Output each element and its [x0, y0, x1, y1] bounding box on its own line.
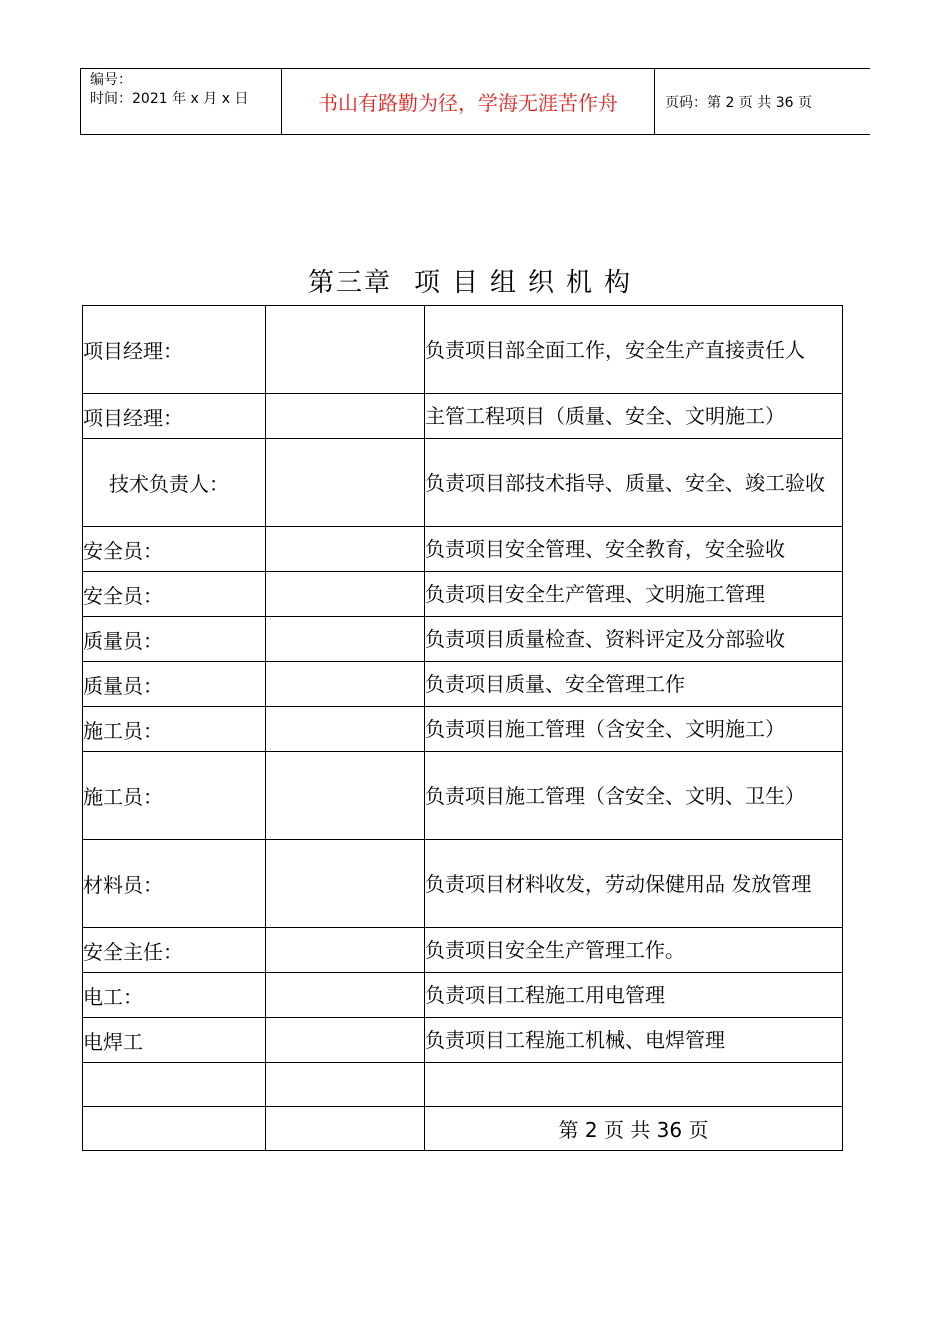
empty-cell	[266, 1107, 425, 1151]
name-cell	[266, 840, 425, 928]
table-row	[83, 572, 843, 617]
name-cell	[266, 527, 425, 572]
duty-cell: 负责项目质量检查、资料评定及分部验收	[425, 617, 843, 662]
header-motto: 书山有路勤为径，学海无涯苦作舟	[282, 69, 655, 134]
name-cell	[266, 617, 425, 662]
organization-table	[82, 305, 843, 1151]
table-row	[83, 707, 843, 752]
header-page-info: 页码：第 2 页 共 36 页	[665, 94, 812, 111]
role-cell: 项目经理：	[83, 306, 266, 394]
header-meta	[81, 69, 282, 134]
role-cell: 电焊工	[83, 1018, 266, 1063]
name-cell	[266, 662, 425, 707]
empty-cell	[83, 1063, 266, 1107]
role-cell: 项目经理：	[83, 394, 266, 439]
table-row	[83, 973, 843, 1018]
name-cell	[266, 306, 425, 394]
duty-cell: 负责项目材料收发，劳动保健用品 发放管理	[425, 840, 843, 928]
chapter-label: 第三章	[307, 268, 392, 298]
serial-number-label: 编号：	[90, 72, 132, 88]
duty-cell: 主管工程项目（质量、安全、文明施工）	[425, 394, 843, 439]
duty-cell: 负责项目安全生产管理、文明施工管理	[425, 572, 843, 617]
name-cell	[266, 572, 425, 617]
role-cell: 质量员：	[83, 617, 266, 662]
role-cell: 技术负责人：	[83, 439, 266, 527]
name-cell	[266, 394, 425, 439]
role-cell: 电工：	[83, 973, 266, 1018]
role-cell: 施工员：	[83, 707, 266, 752]
empty-cell	[425, 1063, 843, 1107]
empty-cell	[266, 1063, 425, 1107]
date-label: 时间：2021 年 x 月 x 日	[90, 91, 249, 107]
document-header	[80, 68, 870, 135]
table-row	[83, 617, 843, 662]
table-row	[83, 752, 843, 840]
table-page-number: 第 2 页 共 36 页	[425, 1107, 843, 1151]
duty-cell: 负责项目部全面工作，安全生产直接责任人	[425, 306, 843, 394]
table-row-footer	[83, 1107, 843, 1151]
duty-cell: 负责项目工程施工机械、电焊管理	[425, 1018, 843, 1063]
duty-cell: 负责项目安全生产管理工作。	[425, 928, 843, 973]
empty-cell	[83, 1107, 266, 1151]
duty-cell: 负责项目施工管理（含安全、文明、卫生）	[425, 752, 843, 840]
name-cell	[266, 973, 425, 1018]
duty-cell: 负责项目安全管理、安全教育，安全验收	[425, 527, 843, 572]
role-cell: 质量员：	[83, 662, 266, 707]
role-cell: 施工员：	[83, 752, 266, 840]
chapter-heading: 项目组织机构	[414, 268, 643, 298]
table-row	[83, 662, 843, 707]
table-row-empty	[83, 1063, 843, 1107]
name-cell	[266, 707, 425, 752]
table-row	[83, 840, 843, 928]
duty-cell: 负责项目部技术指导、质量、安全、竣工验收	[425, 439, 843, 527]
role-cell: 安全主任：	[83, 928, 266, 973]
page-title	[0, 262, 950, 299]
name-cell	[266, 439, 425, 527]
table-row	[83, 439, 843, 527]
role-cell: 安全员：	[83, 572, 266, 617]
table-row	[83, 928, 843, 973]
name-cell	[266, 752, 425, 840]
role-cell: 材料员：	[83, 840, 266, 928]
table-row	[83, 1018, 843, 1063]
table-row	[83, 306, 843, 394]
table-row	[83, 527, 843, 572]
duty-cell: 负责项目工程施工用电管理	[425, 973, 843, 1018]
duty-cell: 负责项目施工管理（含安全、文明施工）	[425, 707, 843, 752]
name-cell	[266, 1018, 425, 1063]
role-cell: 安全员：	[83, 527, 266, 572]
duty-cell: 负责项目质量、安全管理工作	[425, 662, 843, 707]
table-row	[83, 394, 843, 439]
name-cell	[266, 928, 425, 973]
